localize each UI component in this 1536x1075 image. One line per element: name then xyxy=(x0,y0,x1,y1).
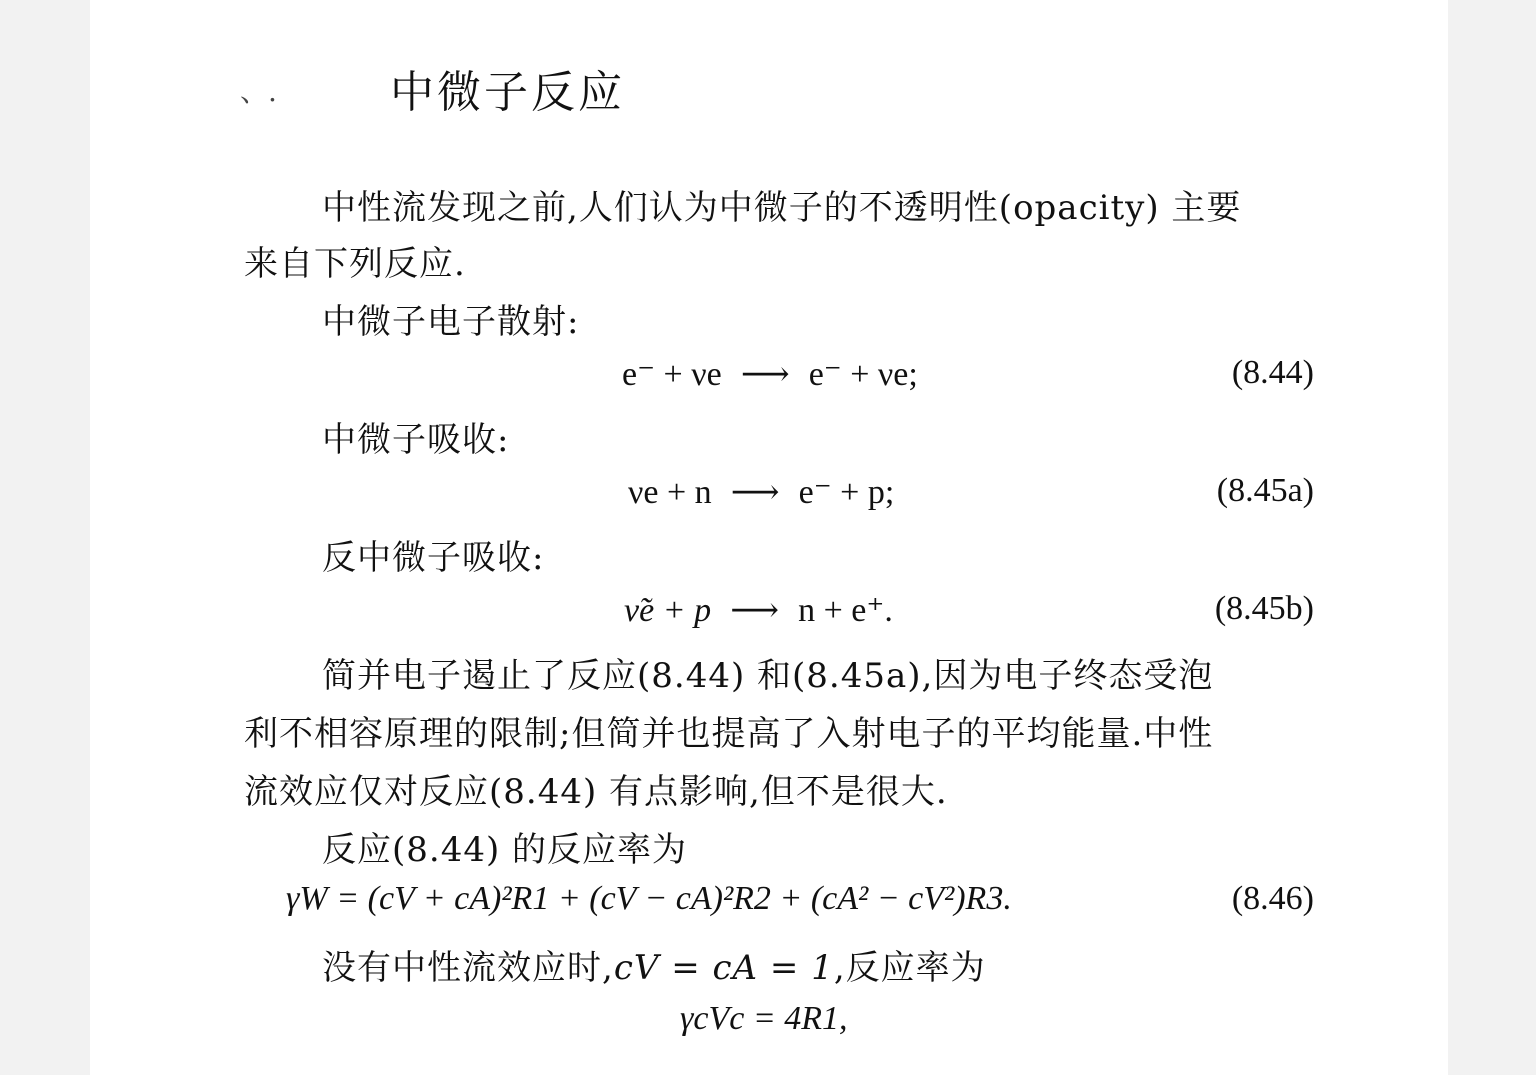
paragraph-2-line-3: 流效应仅对反应(8.44) 有点影响,但不是很大. xyxy=(244,772,948,812)
equation-number-8-45b: (8.45b) xyxy=(1214,590,1314,627)
equation-8-45b-lhs: ν̃e + p xyxy=(624,592,712,629)
equation-reaction-rate: γcVc = 4R1, xyxy=(680,1000,848,1037)
paragraph-2-line-2: 利不相容原理的限制;但简并也提高了入射电子的平均能量.中性 xyxy=(244,714,1214,754)
equation-number-8-46: (8.46) xyxy=(1231,880,1314,917)
section-marker: 、. xyxy=(240,75,277,108)
paragraph-1-line-1: 中性流发现之前,人们认为中微子的不透明性(opacity) 主要 xyxy=(322,188,1242,228)
paragraph-1-line-2: 来自下列反应. xyxy=(244,244,466,284)
equation-8-44-rhs: e⁻ + νe; xyxy=(808,356,918,393)
equation-8-44 xyxy=(622,354,918,394)
label-neutrino-absorption: 中微子吸收: xyxy=(322,420,510,460)
paragraph-3: 反应(8.44) 的反应率为 xyxy=(322,830,688,870)
paragraph-4-prefix: 没有中性流效应时, xyxy=(322,948,614,988)
equation-number-8-45a: (8.45a) xyxy=(1216,472,1314,509)
equation-8-45b xyxy=(624,590,893,630)
paragraph-4 xyxy=(322,940,986,989)
paragraph-4-suffix: ,反应率为 xyxy=(833,948,986,988)
label-antineutrino-absorption: 反中微子吸收: xyxy=(322,538,545,578)
equation-8-46: γW = (cV + cA)²R1 + (cV − cA)²R2 + (cA² − cV²)R3. xyxy=(286,880,1012,917)
equation-8-45b-rhs: n + e⁺. xyxy=(798,592,893,629)
reaction-arrow: ⟶ xyxy=(740,356,790,393)
paragraph-2-line-1: 简并电子遏止了反应(8.44) 和(8.45a),因为电子终态受泡 xyxy=(322,656,1214,696)
section-title: 中微子反应 xyxy=(390,67,625,118)
label-electron-scattering: 中微子电子散射: xyxy=(322,302,580,342)
equation-8-44-lhs: e⁻ + νe xyxy=(622,356,722,393)
equation-8-45a-lhs: νe + n xyxy=(628,474,712,511)
equation-8-45a-rhs: e⁻ + p; xyxy=(798,474,895,511)
reaction-arrow: ⟶ xyxy=(730,592,779,629)
paragraph-4-condition: cV = cA = 1 xyxy=(613,948,834,988)
reaction-arrow: ⟶ xyxy=(730,474,780,511)
equation-8-45a xyxy=(628,472,894,512)
equation-number-8-44: (8.44) xyxy=(1231,354,1314,391)
